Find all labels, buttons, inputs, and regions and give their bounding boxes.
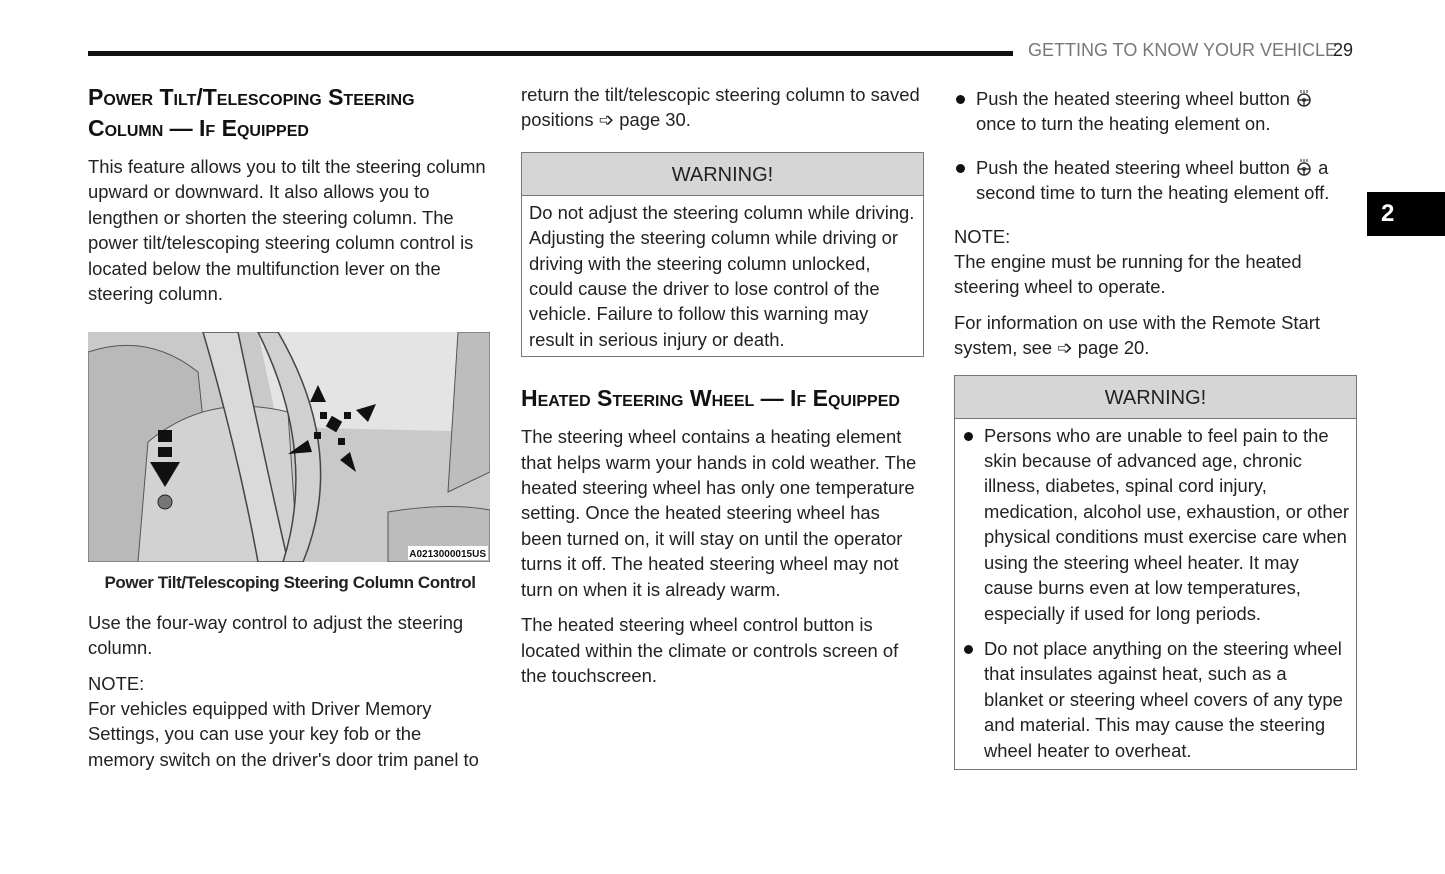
page-ref-link[interactable]: page 20.	[1077, 337, 1150, 359]
heated-steering-wheel-icon	[1295, 158, 1313, 176]
steering-column-illustration	[88, 332, 490, 562]
section-heading: Heated Steering Wheel — If Equipped	[521, 385, 900, 412]
paragraph: The steering wheel contains a heating element that helps warm your hands in cold weather. The heated steering wheel has only one temperature setting. Once the heated steering wheel has been turned on, it will stay on until the operator turns it off. The heated steering wheel may not turn on when it is already warm.	[521, 426, 917, 600]
paragraph-continued	[521, 82, 924, 133]
warning-box	[521, 152, 924, 357]
list-item: Push the heated steering wheel button once to turn the heating element on.	[954, 86, 1357, 137]
figure-code: A0213000015US	[409, 549, 486, 561]
note-text: The engine must be running for the heated steering wheel to operate.	[954, 251, 1302, 298]
section-heading: Power Tilt/Telescoping Steering Column — If Equipped	[88, 84, 415, 141]
warning-title: WARNING!	[955, 376, 1356, 419]
paragraph: For information on use with the Remote Start system, see ➩ page 20.	[954, 311, 1320, 359]
note-label: NOTE:	[954, 225, 1011, 247]
warning-box	[954, 375, 1357, 770]
chapter-tab[interactable]: 2	[1367, 192, 1445, 236]
paragraph: The heated steering wheel control button is located within the climate or controls screen of the touchscreen.	[521, 614, 899, 686]
column-2	[521, 82, 924, 698]
figure-caption: Power Tilt/Telescoping Steering Column Control	[104, 573, 476, 593]
note-label: NOTE:	[88, 672, 145, 694]
warning-item: Do not place anything on the steering wheel that insulates against heat, such as a blanket or steering wheel covers of any type and material. This may cause the steering wheel heater to overheat.	[962, 636, 1349, 763]
warning-title: WARNING!	[522, 153, 923, 196]
header-rule	[88, 51, 1013, 56]
page-ref-link[interactable]: page 30.	[619, 109, 691, 131]
heated-steering-wheel-icon	[1295, 89, 1313, 107]
section-title: GETTING TO KNOW YOUR VEHICLE	[1028, 40, 1338, 60]
continued-text: return the tilt/telescopic steering column to saved positions	[521, 84, 920, 131]
list-item: Push the heated steering wheel button a second time to turn the heating element off.	[954, 155, 1357, 206]
column-3	[954, 86, 1357, 770]
page-ref-arrow-icon: ➩	[598, 109, 615, 131]
steering-column-figure	[88, 332, 490, 562]
page-ref-arrow-icon: ➩	[1057, 337, 1073, 359]
paragraph: This feature allows you to tilt the steering column upward or downward. It also allows you to lengthen or shorten the steering column. The power tilt/telescoping steering column control is located below the multifunction lever on the steering column.	[88, 156, 486, 305]
column-1	[88, 82, 492, 772]
page-number: 29	[1333, 40, 1354, 60]
note-text: For vehicles equipped with Driver Memory Settings, you can use your key fob or the memory switch on the driver's door trim panel to	[88, 698, 479, 770]
bullet-list	[954, 86, 1357, 206]
warning-text: Do not adjust the steering column while driving. Adjusting the steering column while driving or driving with the steering column unlocked, could cause the driver to lose control of the vehicle. Failure to follow this warning may result in serious injury or death.	[529, 201, 915, 350]
warning-list	[962, 423, 1349, 763]
paragraph: Use the four-way control to adjust the steering column.	[88, 611, 464, 659]
warning-item: Persons who are unable to feel pain to the skin because of advanced age, chronic illness, diabetes, spinal cord injury, medication, alcohol use, exhaustion, or other physical conditions must exercise care when using the steering wheel heater. It may cause burns even at low temperatures, especially if used for long periods.	[962, 423, 1349, 626]
